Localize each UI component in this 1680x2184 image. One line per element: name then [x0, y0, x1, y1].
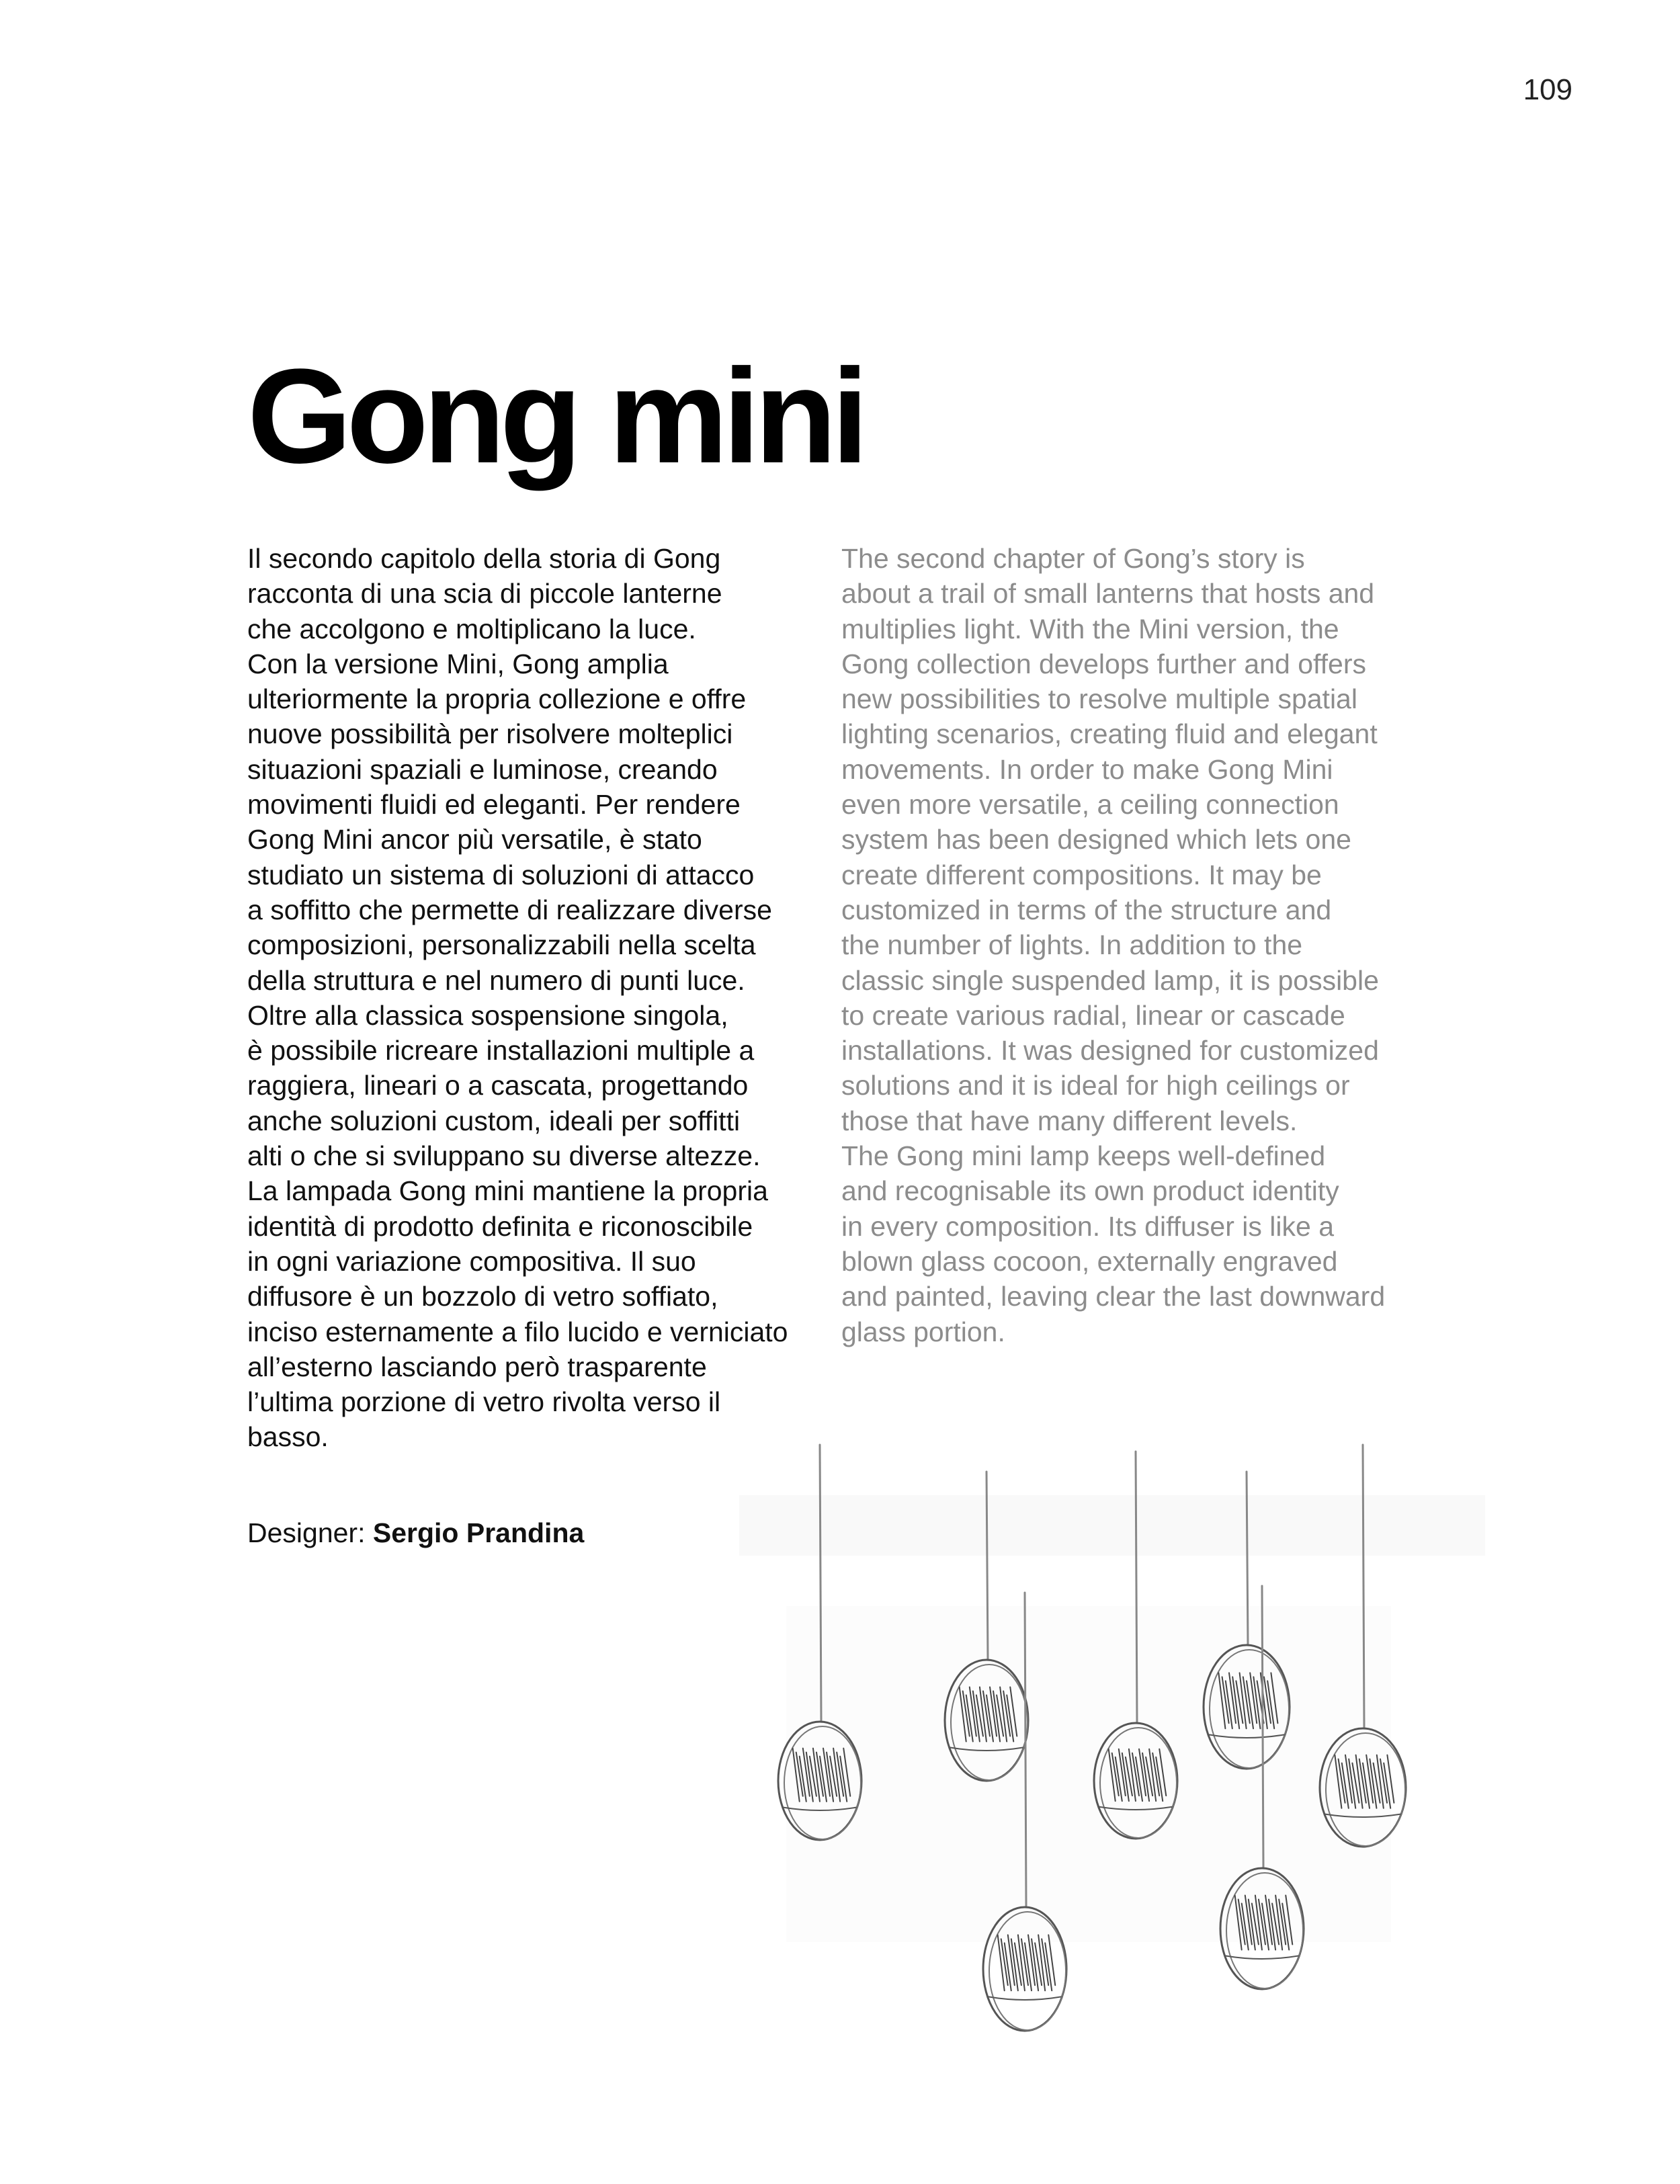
italian-text-line: composizioni, personalizzabili nella scelta [247, 929, 756, 961]
italian-text-line: inciso esternamente a filo lucido e verniciato [247, 1316, 788, 1347]
italian-text-line: basso. [247, 1421, 329, 1453]
english-text-line: solutions and it is ideal for high ceilings or [841, 1070, 1350, 1101]
english-text-line: system has been designed which lets one [841, 824, 1351, 855]
italian-text-line: a soffitto che permette di realizzare diverse [247, 894, 772, 925]
english-text-line: installations. It was designed for customized [841, 1035, 1379, 1066]
english-text-line: glass portion. [841, 1316, 1005, 1347]
italian-text-line: ulteriormente la propria collezione e offre [247, 683, 747, 715]
italian-text-line: alti o che si sviluppano su diverse altezze. [247, 1140, 761, 1172]
italian-text-line: situazioni spaziali e luminose, creando [247, 753, 718, 785]
italian-text-line: Con la versione Mini, Gong amplia [247, 648, 669, 679]
english-text-line: blown glass cocoon, externally engraved [841, 1245, 1338, 1277]
italian-text-line: in ogni variazione compositiva. Il suo [247, 1245, 696, 1277]
english-text-line: The Gong mini lamp keeps well-defined [841, 1140, 1326, 1172]
english-text-line: to create various radial, linear or cascade [841, 999, 1345, 1031]
lamp-wire [986, 1472, 988, 1660]
lamp-clear-band [1226, 1956, 1298, 1960]
english-text-line: new possibilities to resolve multiple spatial [841, 683, 1357, 715]
page-title: Gong mini [247, 341, 864, 491]
lamp-wire [1363, 1445, 1364, 1728]
italian-text-line: diffusore è un bozzolo di vetro soffiato, [247, 1281, 718, 1312]
italian-description [247, 541, 825, 1455]
italian-text-line: raggiera, lineari o a cascata, progettando [247, 1070, 749, 1101]
italian-text-line: nuove possibilità per risolvere molteplici [247, 718, 733, 750]
lamp-wire [1136, 1452, 1137, 1723]
lamp-wire [1025, 1593, 1026, 1907]
english-text-line: and recognisable its own product identity [841, 1175, 1339, 1207]
italian-text-line: studiato un sistema di soluzioni di attacco [247, 859, 755, 890]
english-text-line: in every composition. Its diffuser is like a [841, 1210, 1334, 1242]
pendant-lamps-sketch-illustration [726, 1431, 1485, 2137]
lamp-wire [1247, 1472, 1248, 1645]
designer-credit [247, 1517, 584, 1549]
lamp-wire [1262, 1586, 1263, 1868]
english-text-line: classic single suspended lamp, it is possible [841, 964, 1379, 996]
english-text-line: those that have many different levels. [841, 1105, 1298, 1136]
designer-label: Designer: [247, 1517, 366, 1548]
italian-text-line: La lampada Gong mini mantiene la propria [247, 1175, 768, 1207]
lamp-hatching [998, 1935, 1056, 1990]
italian-text-line: Gong Mini ancor più versatile, è stato [247, 824, 702, 855]
lamp-clear-band [989, 1997, 1061, 2000]
english-text-line: even more versatile, a ceiling connection [841, 789, 1339, 821]
italian-text-line: Il secondo capitolo della storia di Gong [247, 543, 721, 574]
italian-text-line: è possibile ricreare installazioni multiple a [247, 1035, 755, 1066]
english-text-line: and painted, leaving clear the last downward [841, 1281, 1386, 1312]
english-text-line: multiplies light. With the Mini version, the [841, 613, 1339, 644]
italian-text-line: Oltre alla classica sospensione singola, [247, 999, 728, 1031]
italian-text-line: l’ultima porzione di vetro rivolta verso il [247, 1386, 721, 1418]
designer-name: Sergio Prandina [372, 1517, 585, 1548]
english-text-line: The second chapter of Gong’s story is [841, 543, 1305, 574]
italian-text-line: racconta di una scia di piccole lanterne [247, 578, 722, 610]
italian-text-line: movimenti fluidi ed eleganti. Per rendere [247, 789, 741, 821]
english-text-line: Gong collection develops further and offers [841, 648, 1367, 679]
english-description [841, 541, 1419, 1349]
english-text-line: about a trail of small lanterns that hosts and [841, 578, 1375, 610]
english-text-line: customized in terms of the structure and [841, 894, 1332, 925]
lamp-wire [820, 1445, 821, 1722]
english-text-line: lighting scenarios, creating fluid and elegant [841, 718, 1378, 750]
italian-text-line: che accolgono e moltiplicano la luce. [247, 613, 696, 644]
italian-text-line: identità di prodotto definita e riconoscibile [247, 1210, 753, 1242]
italian-text-line: all’esterno lasciando però trasparente [247, 1351, 707, 1382]
english-text-line: the number of lights. In addition to the [841, 929, 1303, 961]
english-text-line: create different compositions. It may be [841, 859, 1322, 890]
italian-text-line: della struttura e nel numero di punti luce. [247, 964, 745, 996]
page-number: 109 [1523, 73, 1572, 106]
english-text-line: movements. In order to make Gong Mini [841, 753, 1333, 785]
italian-text-line: anche soluzioni custom, ideali per soffitti [247, 1105, 741, 1136]
